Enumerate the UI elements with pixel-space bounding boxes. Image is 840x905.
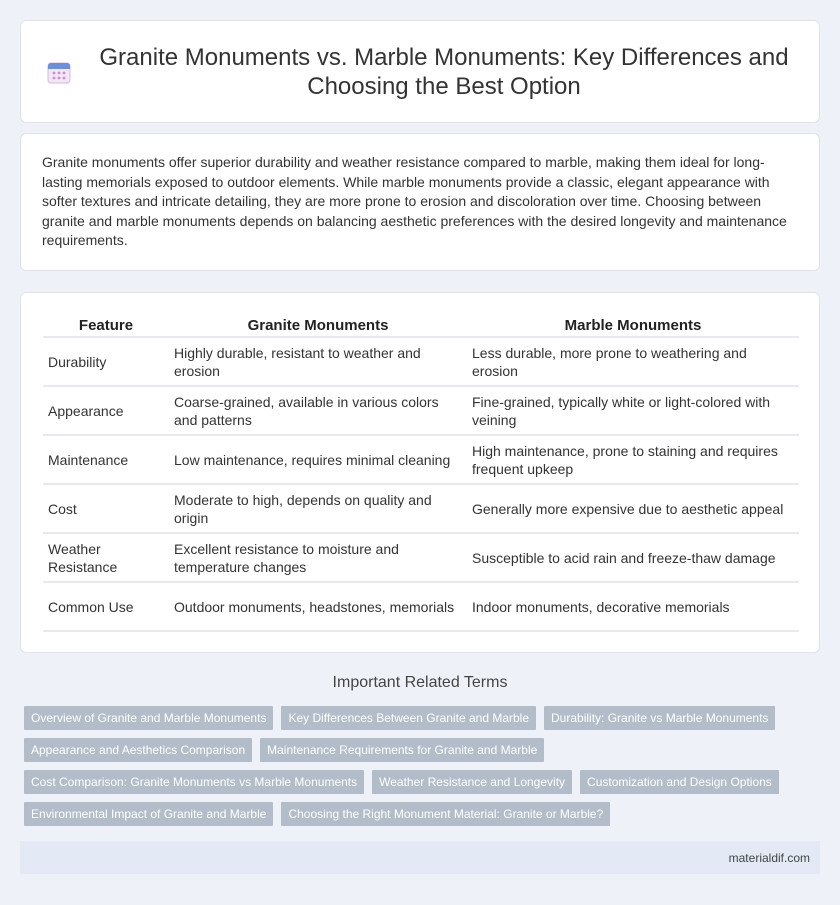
granite-cell: Excellent resistance to moisture and temperature changes xyxy=(169,533,467,582)
related-term-tag[interactable]: Weather Resistance and Longevity xyxy=(372,770,572,794)
table-row xyxy=(43,386,799,435)
related-term-tag[interactable]: Appearance and Aesthetics Comparison xyxy=(24,738,252,762)
granite-cell: Coarse-grained, available in various colors and patterns xyxy=(169,386,467,435)
granite-cell: Highly durable, resistant to weather and erosion xyxy=(169,337,467,386)
related-term-tag[interactable]: Environmental Impact of Granite and Marble xyxy=(24,802,273,826)
table-header-row xyxy=(43,311,799,337)
feature-cell: Common Use xyxy=(43,582,169,631)
feature-cell: Cost xyxy=(43,484,169,533)
calendar-icon xyxy=(45,58,73,86)
related-term-tag[interactable]: Customization and Design Options xyxy=(580,770,779,794)
comparison-table-card xyxy=(20,292,820,653)
comparison-table xyxy=(43,311,799,632)
intro-paragraph: Granite monuments offer superior durability and weather resistance compared to marble, making them ideal for long-lasting memorials exposed to outdoor elements. While marble monuments provide a classic, elegant appearance with softer textures and intricate detailing, they are more prone to erosion and discoloration over time. Choosing between granite and marble monuments depends on balancing aesthetic preferences with the desired longevity and maintenance requirements. xyxy=(42,154,787,248)
footer-bar xyxy=(20,841,820,874)
related-term-tag[interactable]: Cost Comparison: Granite Monuments vs Marble Monuments xyxy=(24,770,364,794)
related-terms-heading: Important Related Terms xyxy=(332,674,508,691)
header-granite: Granite Monuments xyxy=(169,311,467,337)
marble-cell: Indoor monuments, decorative memorials xyxy=(467,582,799,631)
footer-site[interactable]: materialdif.com xyxy=(728,850,810,865)
related-term-tag[interactable]: Key Differences Between Granite and Marble xyxy=(281,706,536,730)
intro-card xyxy=(20,133,820,271)
granite-cell: Low maintenance, requires minimal cleaning xyxy=(169,435,467,484)
related-term-tag[interactable]: Durability: Granite vs Marble Monuments xyxy=(544,706,775,730)
marble-cell: Susceptible to acid rain and freeze-thaw damage xyxy=(467,533,799,582)
page-title: Granite Monuments vs. Marble Monuments: Key Differences and Choosing the Best Option xyxy=(99,43,789,100)
granite-cell: Outdoor monuments, headstones, memorials xyxy=(169,582,467,631)
feature-cell: Maintenance xyxy=(43,435,169,484)
marble-cell: High maintenance, prone to staining and requires frequent upkeep xyxy=(467,435,799,484)
related-term-tag[interactable]: Maintenance Requirements for Granite and Marble xyxy=(260,738,544,762)
granite-cell: Moderate to high, depends on quality and origin xyxy=(169,484,467,533)
table-row xyxy=(43,337,799,386)
marble-cell: Fine-grained, typically white or light-colored with veining xyxy=(467,386,799,435)
related-terms-list xyxy=(24,706,820,826)
feature-cell: Appearance xyxy=(43,386,169,435)
related-term-tag[interactable]: Overview of Granite and Marble Monuments xyxy=(24,706,273,730)
table-row xyxy=(43,435,799,484)
marble-cell: Less durable, more prone to weathering and erosion xyxy=(467,337,799,386)
header-marble: Marble Monuments xyxy=(467,311,799,337)
feature-cell: Weather Resistance xyxy=(43,533,169,582)
table-row xyxy=(43,533,799,582)
related-term-tag[interactable]: Choosing the Right Monument Material: Granite or Marble? xyxy=(281,802,610,826)
table-row xyxy=(43,484,799,533)
marble-cell: Generally more expensive due to aesthetic appeal xyxy=(467,484,799,533)
table-row xyxy=(43,582,799,631)
header-card xyxy=(20,20,820,123)
header-feature: Feature xyxy=(43,311,169,337)
feature-cell: Durability xyxy=(43,337,169,386)
